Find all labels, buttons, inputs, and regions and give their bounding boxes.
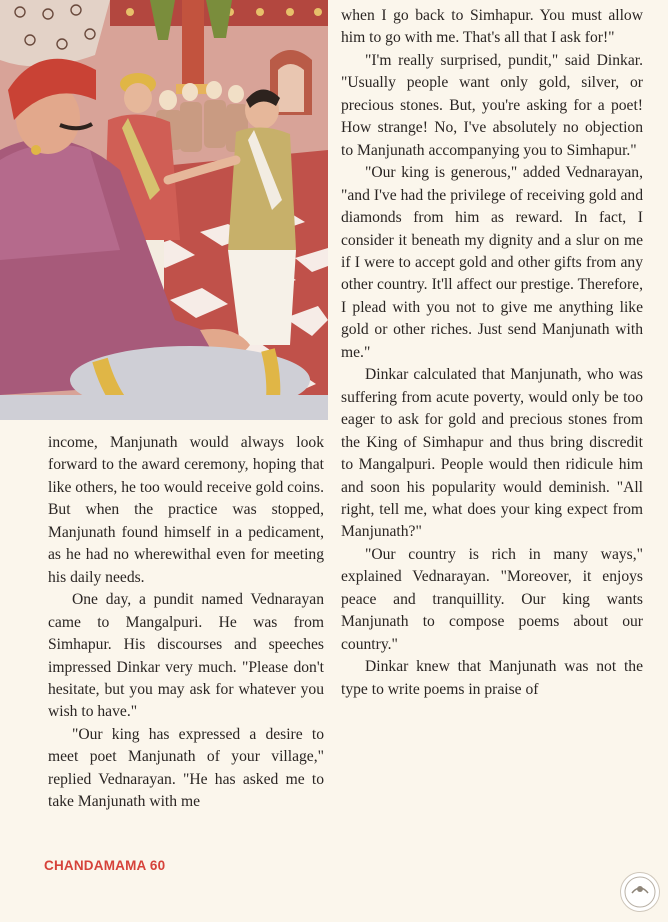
page-footer: CHANDAMAMA 60 (44, 858, 166, 873)
paragraph: income, Manjunath would always look forward to the award ceremony, hoping that like others, he too would receive gold coins. But when the practice was stopped, Manjunath found himself in a pedicament, as he had no wherewithal even for meeting his daily needs. (48, 434, 324, 586)
watermark-stamp-icon (620, 872, 660, 912)
paragraph: "Our king has expressed a desire to meet poet Manjunath of your village," replied Vednarayan. "He has asked me to take Manjunath with me (48, 725, 324, 811)
paragraph: One day, a pundit named Vednarayan came to Mangalpuri. He was from Simhapur. His discourses and speeches impressed Dinkar very much. "Please don't hesitate, but you may ask for whatever you wish to have." (48, 591, 324, 721)
paragraph: when I go back to Simhapur. You must allow him to go with me. That's all that I ask for!" (341, 7, 643, 47)
paragraph: "I'm really surprised, pundit," said Dinkar. "Usually people want only gold, silver, or precious stones. But, you're asking for a poet! How strange! No, I've absolutely no objection to Manjunath accompanying you to Simhapur." (341, 51, 643, 159)
right-text-column (341, 5, 643, 701)
paragraph: Dinkar calculated that Manjunath, who was suffering from acute poverty, would only be too eager to ask for gold and precious stones from the King of Simhapur and thus bring discredit to Mangalpuri. People would then ridicule him and soon his popularity would deminish. "All right, tell me, what does your king expect from Manjunath?" (341, 366, 643, 541)
paragraph: "Our country is rich in many ways," explained Vednarayan. "Moreover, it enjoys peace and tranquillity. Our king wants Manjunath to compose poems about our country." (341, 545, 643, 653)
paragraph: Dinkar knew that Manjunath was not the type to write poems in praise of (341, 658, 643, 698)
left-text-column (48, 432, 324, 814)
story-illustration (0, 0, 328, 420)
paragraph: "Our king is generous," added Vednarayan, "and I've had the privilege of receiving gold and diamonds from him as reward. In fact, I consider it beneath my dignity and a slur on me if I were to accept gold and other gifts from any other country. It'll affect our prestige. Therefore, I plead with you not to give me anything like gold or other riches. Just send Manjunath with me." (341, 164, 643, 361)
